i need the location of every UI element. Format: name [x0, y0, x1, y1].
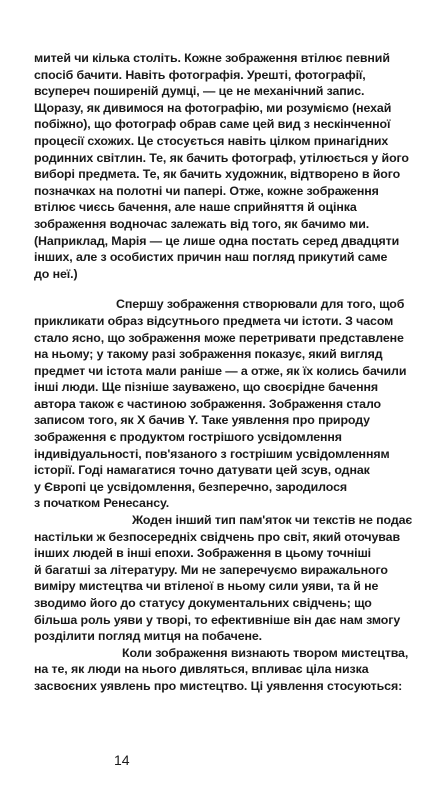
text-line: втілює чиєсь бачення, але наше сприйняття й оцінка	[34, 200, 357, 215]
text-line: прикликати образ відсутнього предмета чи істоти. З часом	[34, 313, 394, 328]
text-line: зображення є продуктом гострішого усвідомлення	[34, 430, 342, 445]
text-line: Щоразу, як дивимося на фотографію, ми розуміємо (нехай	[34, 100, 392, 115]
text-line: Жоден інший тип пам'яток чи текстів не подає	[132, 513, 413, 528]
paragraph-3	[34, 512, 426, 645]
text-line: митей чи кілька століть. Кожне зображення втілює певний	[34, 51, 390, 65]
text-line: інших, але з особистих причин наш погляд прикутий саме	[34, 250, 388, 265]
text-line: зводимо його до статусу документальних свідчень; що	[34, 596, 372, 610]
text-line: предмет чи істота мали раніше — а отже, як їх колись бачили	[34, 363, 407, 378]
paragraph-2	[34, 296, 426, 512]
text-line: на те, як люди на нього дивляться, впливає ціла низка	[34, 662, 369, 677]
text-line: всупереч поширеній думці, — це не механічний запис.	[34, 84, 365, 99]
page-number: 14	[114, 752, 130, 768]
text-line: більша роль уяви у творі, то ефективніше він дає нам змогу	[34, 612, 401, 627]
text-line: стало ясно, що зображення може перетривати представлене	[34, 330, 404, 345]
text-line: виміру мистецтва чи втіленої в ньому сили уяви, та й не	[34, 579, 379, 594]
paragraph-4	[34, 645, 426, 695]
text-line: й багатші за літературу. Ми не заперечуємо виражального	[34, 562, 388, 577]
paragraph-1	[34, 50, 426, 282]
text-line: автора також є частиною зображення. Зображення стало	[34, 396, 382, 411]
text-line: історії. Годі намагатися точно датувати цей зсув, однак	[34, 463, 370, 478]
text-line: індивідуальності, пов'язаного з гострішим усвідомленням	[34, 446, 390, 461]
text-line: настільки ж безпосередніх свідчень про світ, який оточував	[34, 529, 400, 544]
text-line: процесії схожих. Це стосується навіть цілком принагідних	[34, 133, 389, 148]
text-line: зображення водночас залежать від того, як бачимо ми.	[34, 216, 370, 231]
text-line: (Наприклад, Марія — це лише одна постать серед двадцяти	[34, 233, 400, 248]
text-line: з початком Ренесансу.	[34, 496, 170, 511]
text-line: виборі предмета. Те, як бачить художник, відтворено в його	[34, 167, 401, 182]
page-body	[34, 50, 426, 695]
text-line: спосіб бачити. Навіть фотографія. Урешті, фотографії,	[34, 67, 366, 82]
text-line: родинних світлин. Те, як бачить фотограф, утілюється у його	[34, 150, 409, 165]
text-line: позначках на полотні чи папері. Отже, кожне зображення	[34, 183, 379, 198]
text-line: інших людей в інші епохи. Зображення в цьому точніші	[34, 546, 372, 561]
text-line: розділити погляд митця на побачене.	[34, 629, 263, 644]
text-line: на ньому; у такому разі зображення показує, який вигляд	[34, 347, 383, 362]
text-line: побіжно), що фотограф обрав саме цей вид з нескінченної	[34, 117, 391, 132]
text-line: записом того, як X бачив Y. Таке уявлення про природу	[34, 413, 370, 428]
text-line: Коли зображення визнають твором мистецтва,	[122, 645, 409, 660]
text-line: до неї.)	[34, 266, 78, 281]
text-line: інші люди. Ще пізніше зауважено, що своєрідне бачення	[34, 380, 378, 395]
text-line: у Європі це усвідомлення, безперечно, зародилося	[34, 479, 348, 494]
text-line: засвоєних уявлень про мистецтво. Ці уявлення стосуються:	[34, 678, 403, 693]
text-line: Спершу зображення створювали для того, щоб	[116, 297, 405, 312]
